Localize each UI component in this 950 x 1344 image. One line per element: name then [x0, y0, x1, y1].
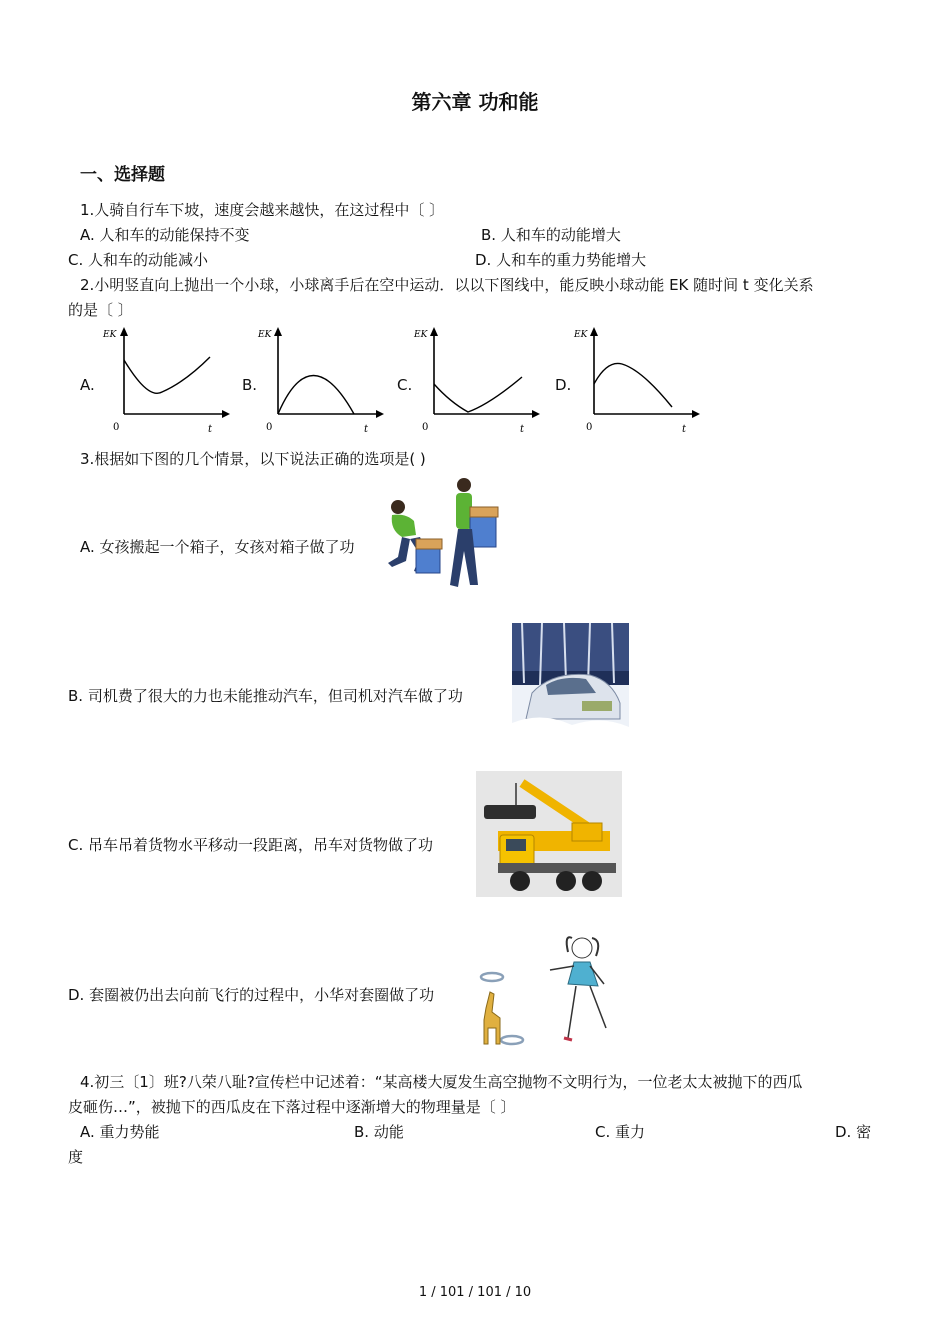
- graph-b-curve: [278, 376, 354, 415]
- graph-b-x-label: t: [364, 424, 369, 435]
- girl-lifting-box-image: [380, 475, 500, 595]
- q2-label-b: B.: [242, 376, 258, 394]
- q2-label-a: A.: [80, 376, 95, 394]
- graph-d-origin: 0: [586, 422, 593, 433]
- q1-option-b: B. 人和车的动能增大: [481, 226, 621, 244]
- graph-c-y-arrow: [430, 327, 438, 336]
- q3-stem: 3.根据如下图的几个情景，以下说法正确的选项是( ): [80, 450, 426, 468]
- q1-option-d: D. 人和车的重力势能增大: [475, 251, 647, 269]
- graph-a-y-label: EK: [103, 330, 117, 340]
- car-stuck-in-snow-image: [512, 623, 629, 744]
- q4-stem-line1: 4.初三〔1〕班?八荣八耻?宣传栏中记述着：“某高楼大厦发生高空抛物不文明行为，一位老太太被抛下的西瓜: [80, 1073, 803, 1091]
- q4-option-d: D. 密: [835, 1123, 872, 1141]
- graph-a: [100, 322, 230, 437]
- graph-c-x-label: t: [520, 424, 525, 435]
- graph-c: [412, 322, 542, 437]
- graph-c-origin: 0: [422, 422, 429, 433]
- graph-b-y-arrow: [274, 327, 282, 336]
- page-title: 第六章 功和能: [411, 90, 539, 114]
- graph-d-x-label: t: [682, 424, 687, 435]
- graph-d: [572, 322, 702, 437]
- section-heading: 一、选择题: [80, 165, 165, 185]
- graph-a-x-label: t: [208, 424, 213, 435]
- graph-d-y-arrow: [590, 327, 598, 336]
- crane-truck-image: [476, 771, 622, 897]
- graph-d-curve: [594, 363, 672, 407]
- q4-option-b: B. 动能: [354, 1123, 404, 1141]
- graph-c-curve: [434, 377, 522, 412]
- q3-option-b: B. 司机费了很大的力也未能推动汽车，但司机对汽车做了功: [68, 687, 463, 705]
- page-footer: 1 / 101 / 101 / 10: [418, 1285, 532, 1300]
- q2-label-d: D.: [555, 376, 572, 394]
- q3-option-a: A. 女孩搬起一个箱子，女孩对箱子做了功: [80, 538, 355, 556]
- q1-option-a: A. 人和车的动能保持不变: [80, 226, 250, 244]
- ring-toss-image: [476, 928, 618, 1050]
- q2-stem-line1: 2.小明竖直向上抛出一个小球，小球离手后在空中运动．以以下图线中，能反映小球动能 EK 随时间 t 变化关系: [80, 276, 814, 294]
- graph-a-origin: 0: [113, 422, 120, 433]
- graph-b-origin: 0: [266, 422, 273, 433]
- graph-d-y-label: EK: [574, 330, 588, 340]
- graph-c-x-arrow: [532, 410, 540, 418]
- q1-option-c: C. 人和车的动能减小: [68, 251, 209, 269]
- graph-c-y-label: EK: [414, 330, 428, 340]
- q4-option-c: C. 重力: [595, 1123, 646, 1141]
- graph-a-curve: [124, 357, 210, 393]
- graph-a-x-arrow: [222, 410, 230, 418]
- q4-stem-line2: 皮砸伤…”，被抛下的西瓜皮在下落过程中逐渐增大的物理量是〔 〕: [68, 1098, 516, 1116]
- graph-b-x-arrow: [376, 410, 384, 418]
- q4-option-d-wrap: 度: [68, 1148, 84, 1166]
- graph-b: [256, 322, 386, 437]
- q2-label-c: C.: [397, 376, 413, 394]
- graph-a-y-arrow: [120, 327, 128, 336]
- q2-stem-line2: 的是〔 〕: [68, 301, 133, 319]
- q1-stem: 1.人骑自行车下坡，速度会越来越快，在这过程中〔 〕: [80, 201, 445, 219]
- graph-d-x-arrow: [692, 410, 700, 418]
- q3-option-c: C. 吊车吊着货物水平移动一段距离，吊车对货物做了功: [68, 836, 434, 854]
- graph-b-y-label: EK: [258, 330, 272, 340]
- q4-option-a: A. 重力势能: [80, 1123, 160, 1141]
- q3-option-d: D. 套圈被仍出去向前飞行的过程中，小华对套圈做了功: [68, 986, 435, 1004]
